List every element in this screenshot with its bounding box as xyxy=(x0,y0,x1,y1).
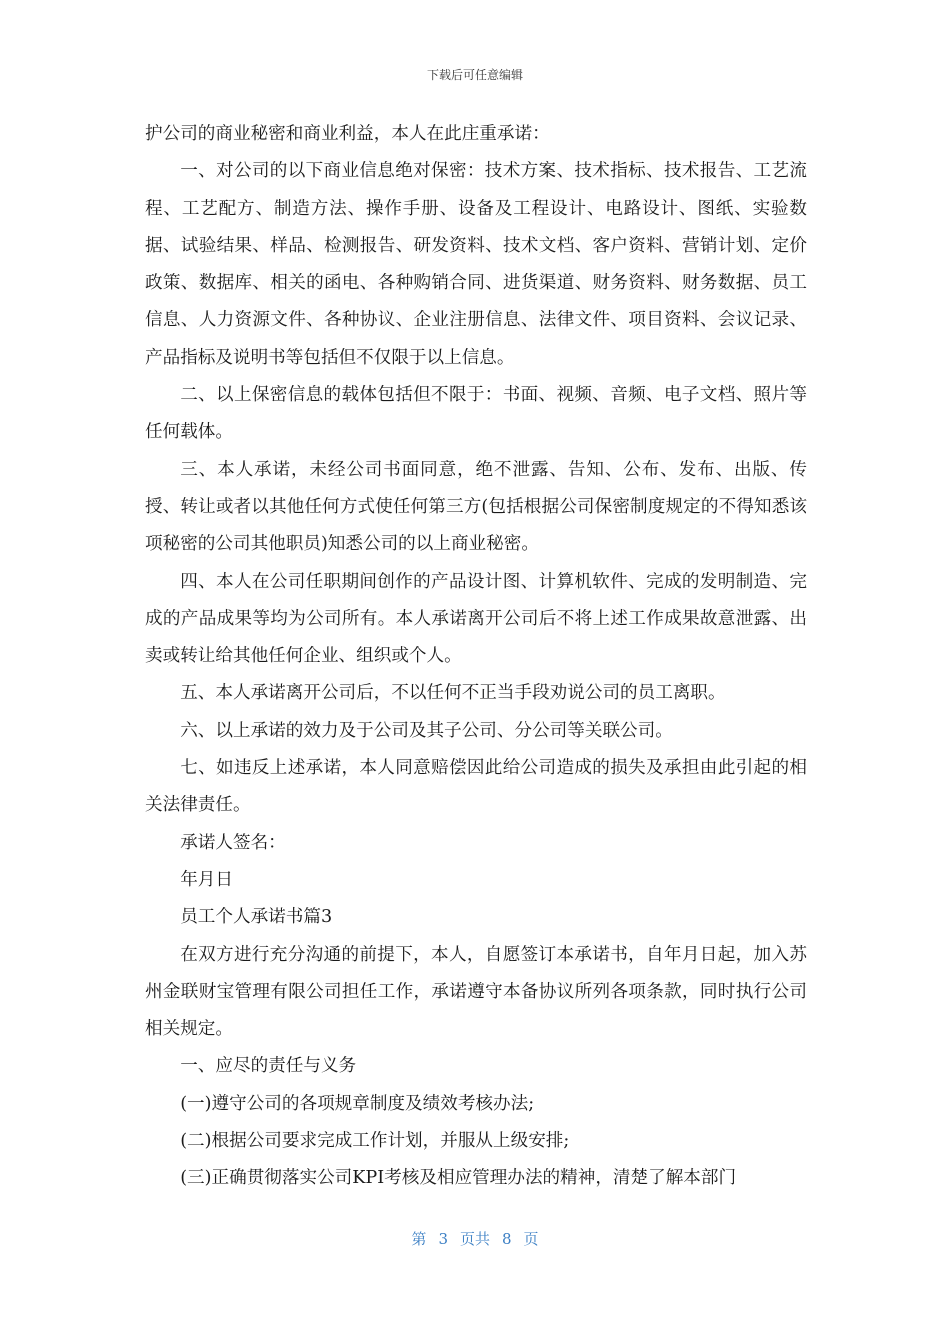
page-label-after: 页 xyxy=(523,1230,539,1248)
page-number-footer xyxy=(0,1228,950,1249)
section-title: 员工个人承诺书篇3 xyxy=(180,907,333,928)
paragraph: 在双方进行充分沟通的前提下，本人，自愿签订本承诺书，自年月日起，加入苏州金联财宝管理有限公司担任工作，承诺遵守本备协议所列各项条款，同时执行公司相关规定。 xyxy=(145,944,807,1040)
document-body xyxy=(145,116,807,1198)
list-item: (一)遵守公司的各项规章制度及绩效考核办法; xyxy=(180,1093,535,1114)
date-line: 年月日 xyxy=(180,869,233,890)
paragraph: 护公司的商业秘密和商业利益，本人在此庄重承诺： xyxy=(145,124,550,144)
section-heading: 一、应尽的责任与义务 xyxy=(180,1056,357,1077)
paragraph: 六、以上承诺的效力及于公司及其子公司、分公司等关联公司。 xyxy=(180,720,673,741)
list-item: (三)正确贯彻落实公司KPI考核及相应管理办法的精神，清楚了解本部门 xyxy=(180,1168,737,1189)
page-label-middle: 页共 xyxy=(459,1230,490,1248)
list-item: (二)根据公司要求完成工作计划，并服从上级安排; xyxy=(180,1131,570,1152)
page-label-before: 第 xyxy=(411,1230,427,1248)
page-header: 下载后可任意编辑 xyxy=(426,68,523,82)
paragraph: 三、本人承诺，未经公司书面同意，绝不泄露、告知、公布、发布、出版、传授、转让或者以其他任何方式使任何第三方(包括根据公司保密制度规定的不得知悉该项秘密的公司其他职员)知悉公司的以上商业秘密。 xyxy=(145,459,807,555)
paragraph: 二、以上保密信息的载体包括但不限于：书面、视频、音频、电子文档、照片等任何载体。 xyxy=(145,385,807,443)
paragraph: 四、本人在公司任职期间创作的产品设计图、计算机软件、完成的发明制造、完成的产品成果等均为公司所有。本人承诺离开公司后不将上述工作成果故意泄露、出卖或转让给其他任何企业、组织或个人。 xyxy=(145,571,807,667)
total-page-number: 8 xyxy=(502,1230,512,1248)
paragraph: 五、本人承诺离开公司后，不以任何不正当手段劝说公司的员工离职。 xyxy=(180,683,726,704)
current-page-number: 3 xyxy=(438,1230,448,1248)
signature-label: 承诺人签名： xyxy=(180,832,286,853)
paragraph: 七、如违反上述承诺，本人同意赔偿因此给公司造成的损失及承担由此引起的相关法律责任。 xyxy=(145,758,807,816)
paragraph: 一、对公司的以下商业信息绝对保密：技术方案、技术指标、技术报告、工艺流程、工艺配方、制造方法、操作手册、设备及工程设计、电路设计、图纸、实验数据、试验结果、样品、检测报告、研发资料、技术文档、客户资料、营销计划、定价政策、数据库、相关的函电、各种购销合同、进货渠道、财务资料、财务数据、员工信息、人力资源文件、各种协议、企业注册信息、法律文件、项目资料、会议记录、产品指标及说明书等包括但不仅限于以上信息。 xyxy=(145,161,807,368)
